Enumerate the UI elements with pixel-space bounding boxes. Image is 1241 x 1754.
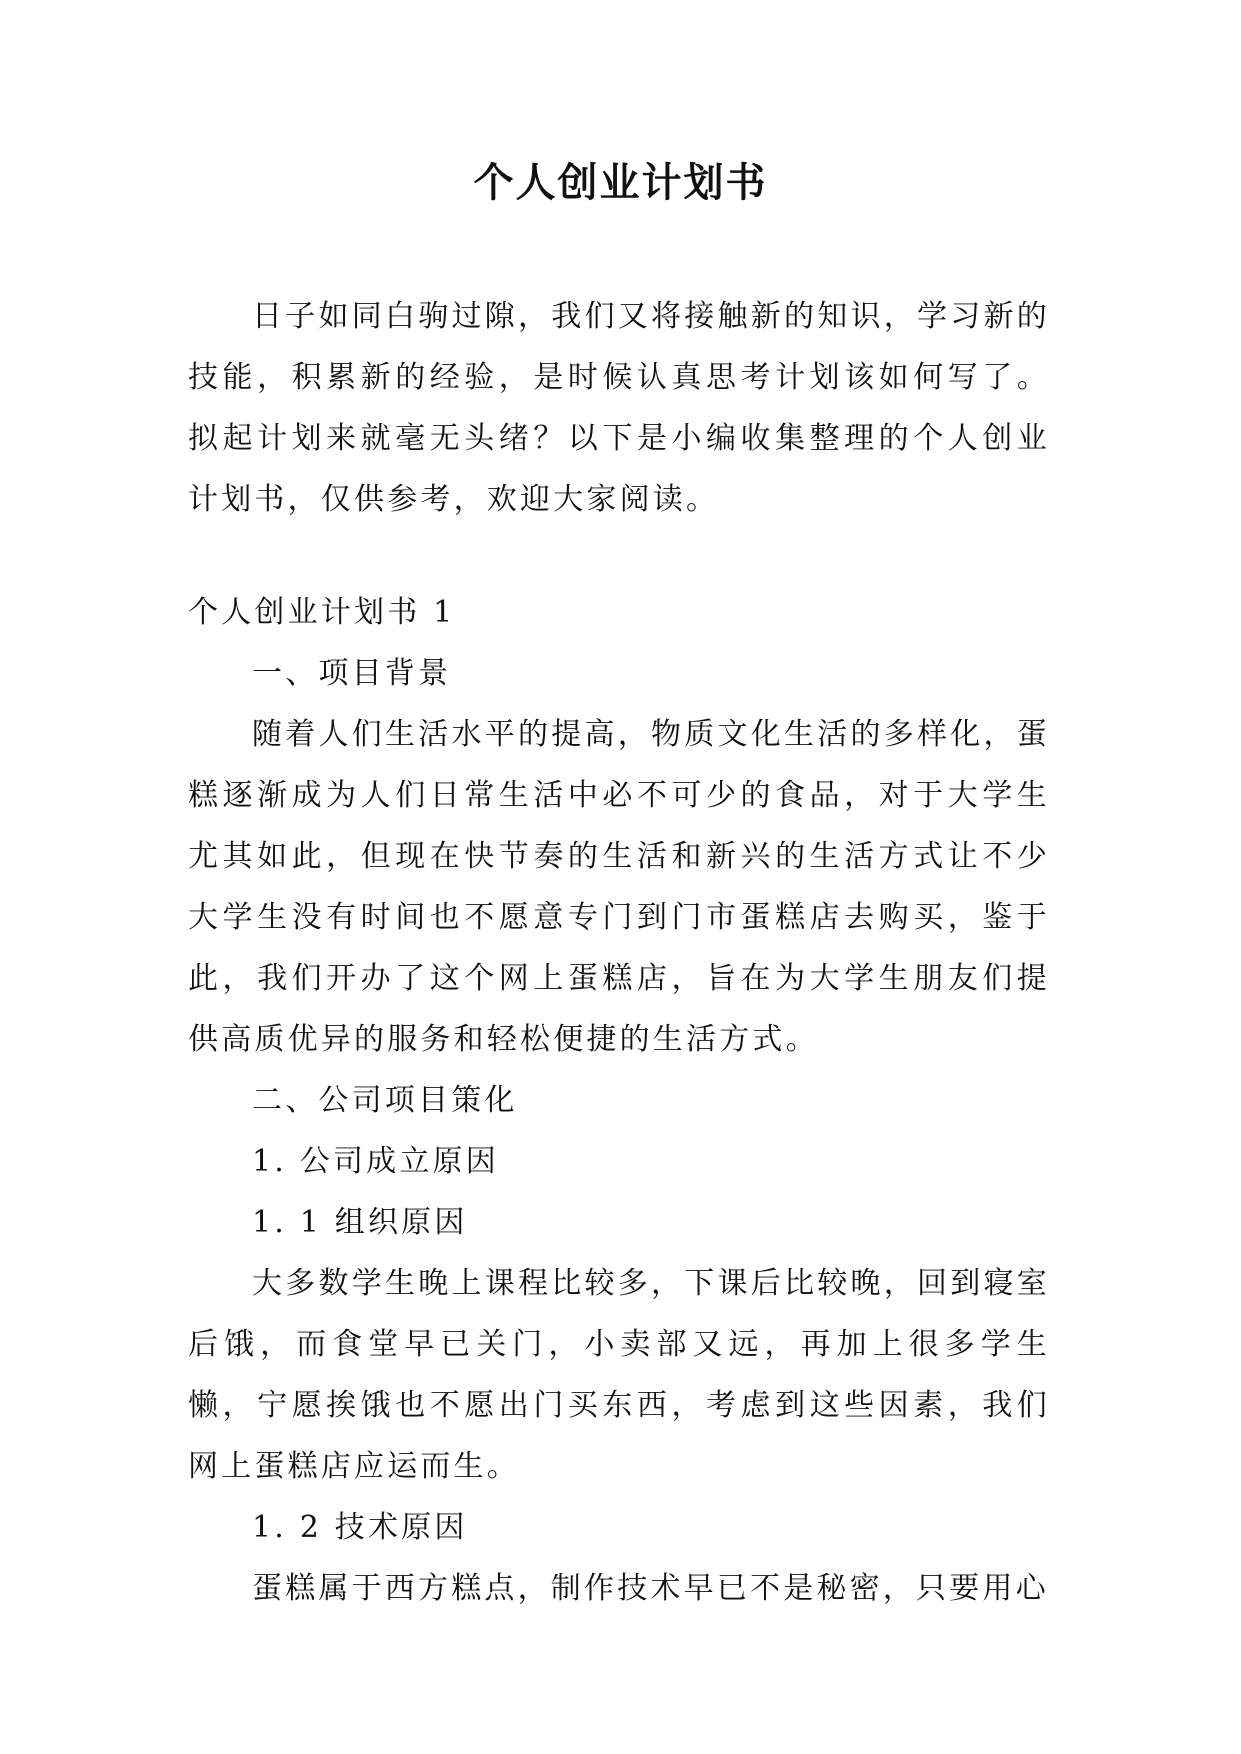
paragraph-project-background: 随着人们生活水平的提高，物质文化生活的多样化，蛋糕逐渐成为人们日常生活中必不可少的食品，对于大学生尤其如此，但现在快节奏的生活和新兴的生活方式让不少大学生没有时间也不愿意专门到门市蛋糕店去购买，鉴于此，我们开办了这个网上蛋糕店，旨在为大学生朋友们提供高质优异的服务和轻松便捷的生活方式。 [188, 717, 1050, 1057]
section-title: 个人创业计划书 1 [188, 595, 456, 630]
heading-project-background: 一、项目背景 [252, 656, 452, 691]
heading-technical-reasons: 1. 2 技术原因 [252, 1510, 468, 1545]
paragraph-gap [188, 530, 1050, 582]
document-title: 个人创业计划书 [473, 159, 768, 206]
document-body [188, 286, 1050, 1619]
heading-founding-reasons: 1. 公司成立原因 [252, 1144, 499, 1179]
paragraph-organizational-reasons: 大多数学生晚上课程比较多，下课后比较晚，回到寝室后饿，而食堂早已关门，小卖部又远，再加上很多学生懒，宁愿挨饿也不愿出门买东西，考虑到这些因素，我们网上蛋糕店应运而生。 [188, 1266, 1050, 1484]
paragraph-technical-reasons: 蛋糕属于西方糕点，制作技术早已不是秘密，只要用心 [252, 1571, 1049, 1606]
heading-company-planning: 二、公司项目策化 [252, 1083, 518, 1118]
intro-paragraph: 日子如同白驹过隙，我们又将接触新的知识，学习新的技能，积累新的经验，是时候认真思考计划该如何写了。拟起计划来就毫无头绪？以下是小编收集整理的个人创业计划书，仅供参考，欢迎大家阅读。 [188, 299, 1050, 517]
heading-organizational-reasons: 1. 1 组织原因 [252, 1205, 468, 1240]
